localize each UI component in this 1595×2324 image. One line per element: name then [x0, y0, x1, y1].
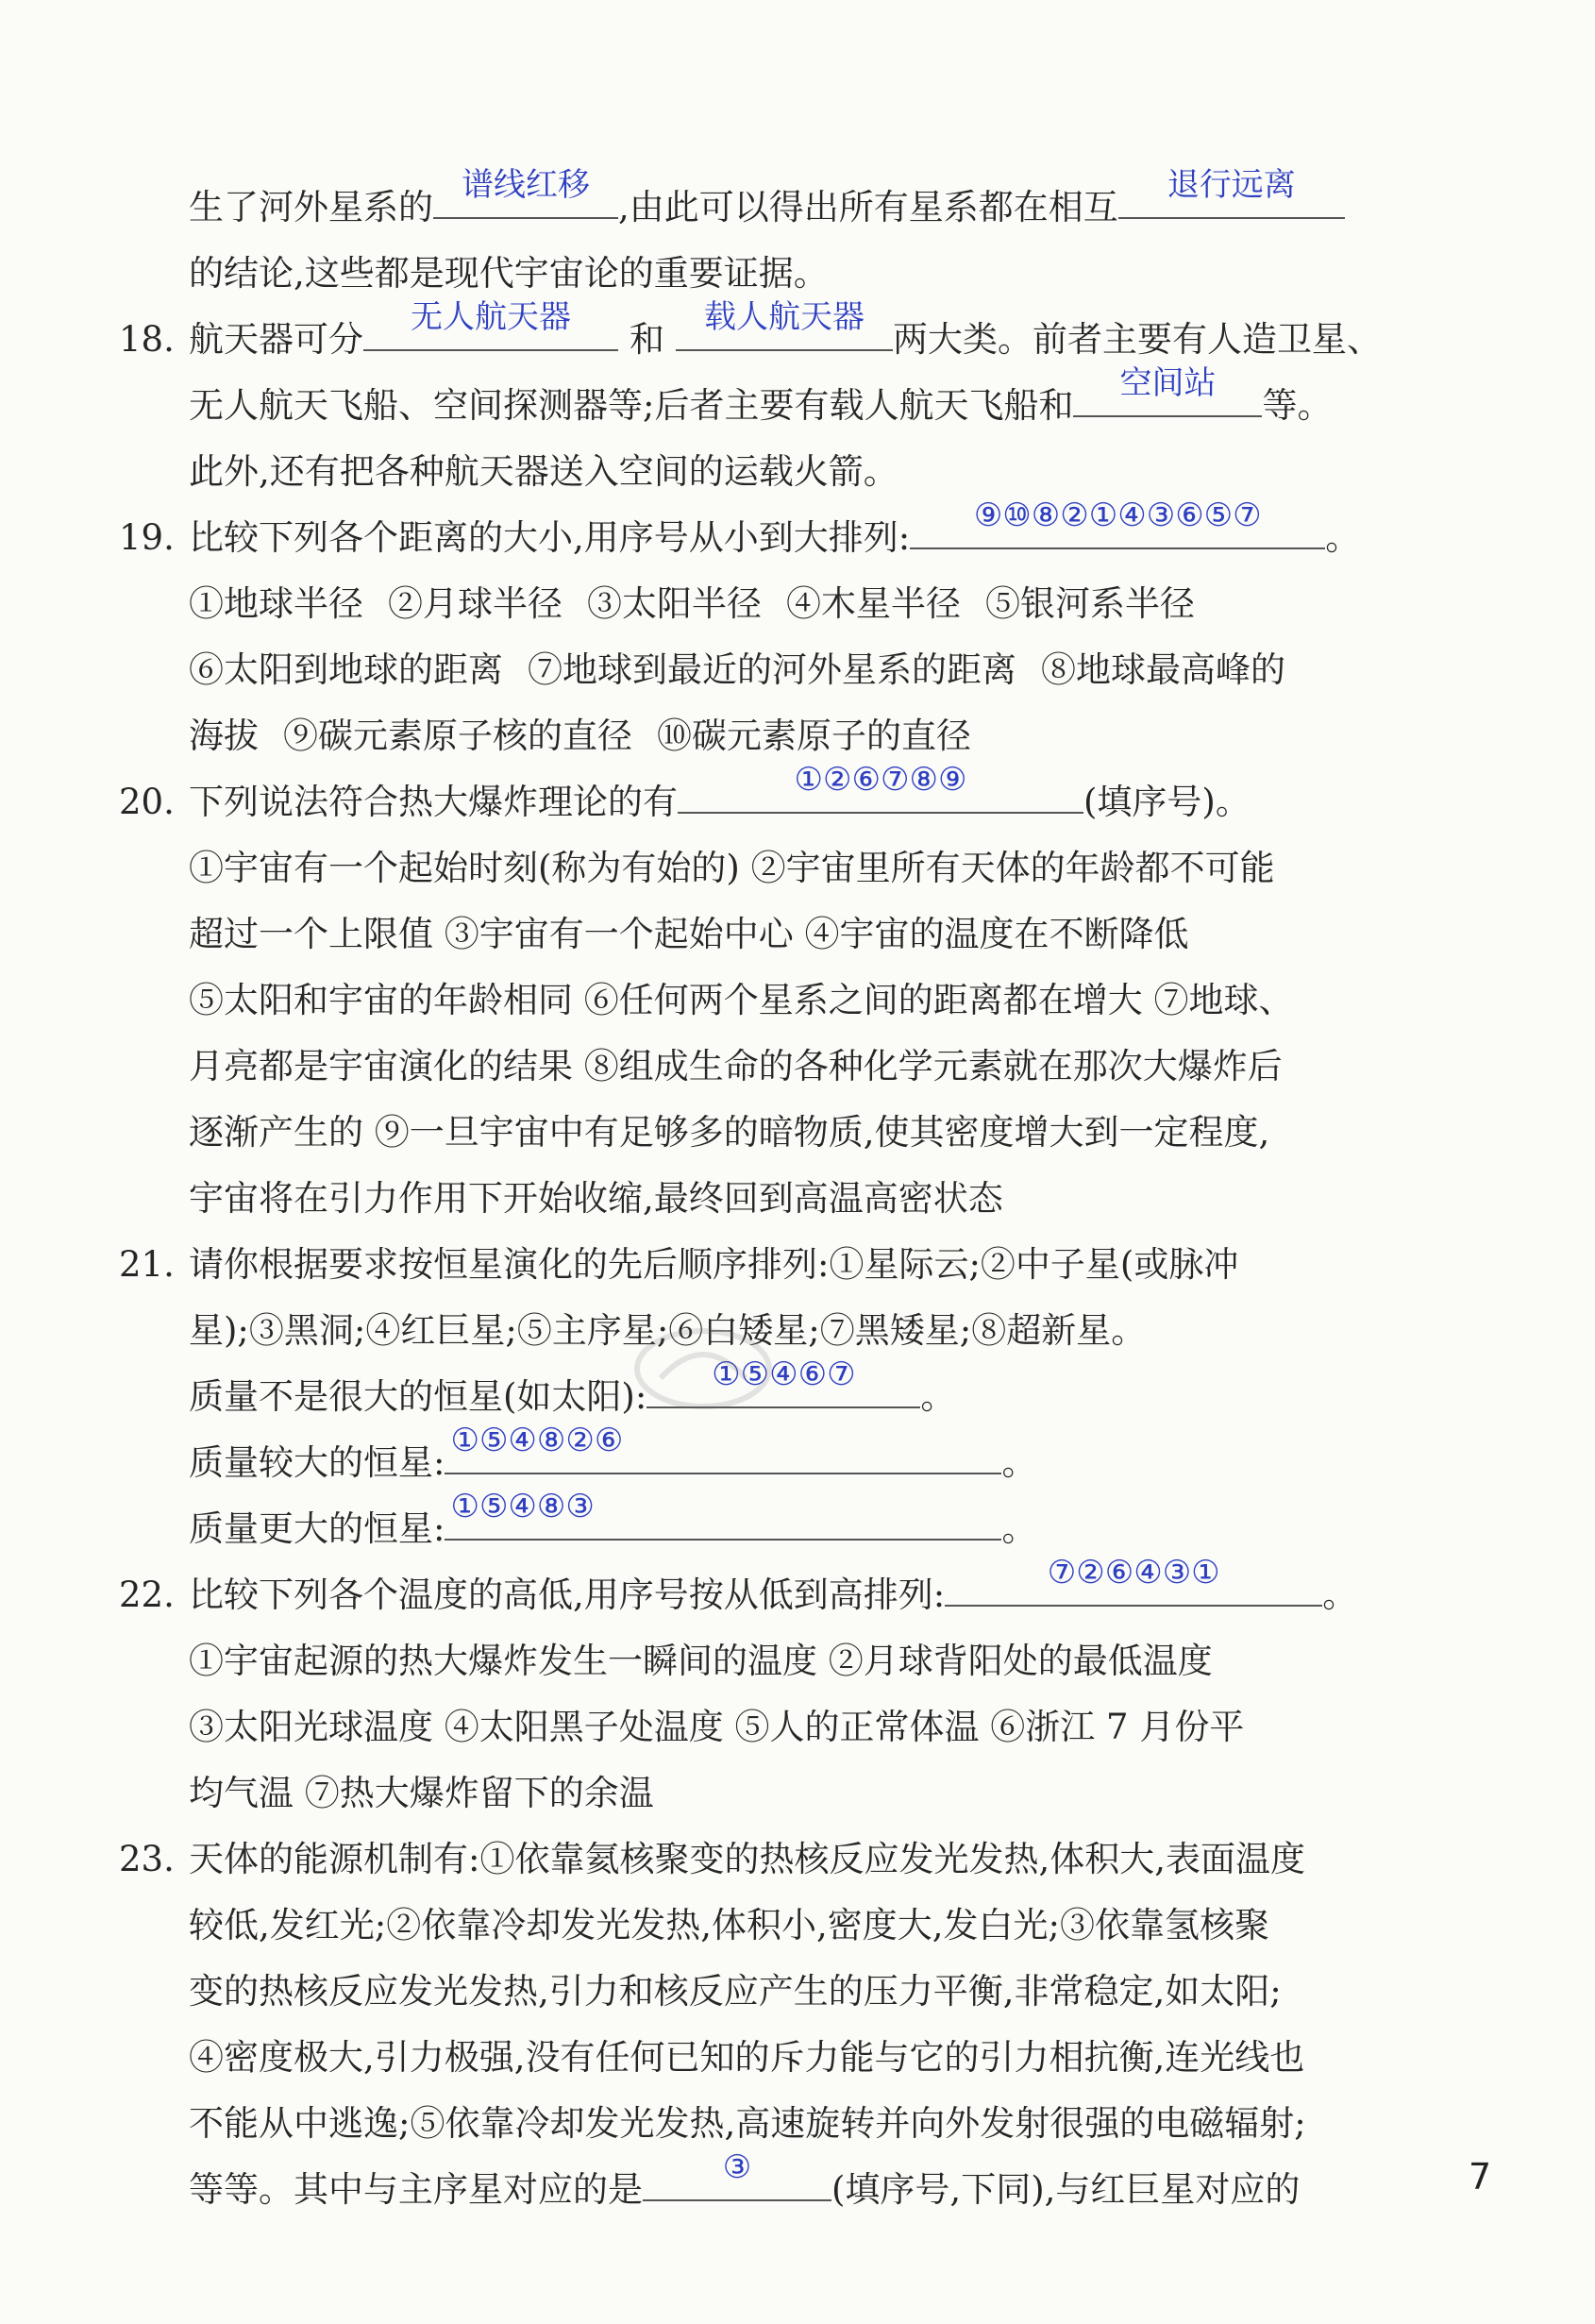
- text: 两大类。前者主要有人造卫星、: [893, 319, 1382, 360]
- q23-line-5: 不能从中逃逸;⑤依靠冷却发光发热,高速旋转并向外发射很强的电磁辐射;: [189, 2103, 1306, 2144]
- answer-blank: [945, 1554, 1322, 1607]
- text: 无人航天飞船、空间探测器等;后者主要有载人航天飞船和: [189, 385, 1074, 426]
- text: 比较下列各个温度的高低,用序号按从低到高排列:: [189, 1575, 946, 1615]
- q20-line-6: 逐渐产生的 ⑨一旦宇宙中有足够多的暗物质,使其密度增大到一定程度,: [189, 1112, 1270, 1153]
- handwritten-answer: 空间站: [1119, 364, 1217, 402]
- handwritten-answer: ⑦②⑥④③①: [1047, 1554, 1220, 1591]
- text: 。: [1325, 517, 1361, 558]
- handwritten-answer: ⑨⑩⑧②①④③⑥⑤⑦: [973, 497, 1262, 534]
- text: 质量不是很大的恒星(如太阳):: [189, 1376, 647, 1417]
- handwritten-answer: ③: [722, 2148, 752, 2186]
- q22-line-1: [189, 1554, 1425, 1628]
- text: 。: [1001, 1442, 1037, 1483]
- text: 等等。其中与主序星对应的是: [189, 2169, 643, 2210]
- q22-line-2: ①宇宙起源的热大爆炸发生一瞬间的温度 ②月球背阳处的最低温度: [189, 1641, 1213, 1681]
- q23-line-1: 天体的能源机制有:①依靠氦核聚变的热核反应发光发热,体积大,表面温度: [189, 1839, 1305, 1879]
- text: 质量较大的恒星:: [189, 1442, 445, 1483]
- q23-line-2: 较低,发红光;②依靠冷却发光发热,体积小,密度大,发白光;③依靠氢核聚: [189, 1905, 1269, 1945]
- option: ②月球半径: [388, 583, 562, 624]
- option: ⑤银河系半径: [985, 583, 1195, 624]
- answer-blank: [445, 1488, 1001, 1541]
- q21-line-2: 星);③黑洞;④红巨星;⑤主序星;⑥白矮星;⑦黑矮星;⑧超新星。: [189, 1310, 1147, 1351]
- option: ④木星半径: [786, 583, 961, 624]
- q19-line-1: [189, 497, 1425, 571]
- text: 。: [920, 1376, 956, 1417]
- handwritten-answer: 载人航天器: [704, 298, 865, 336]
- q20-line-2: ①宇宙有一个起始时刻(称为有始的) ②宇宙里所有天体的年龄都不可能: [189, 848, 1275, 888]
- q18-line-2: [189, 364, 1425, 439]
- option: ③太阳半径: [587, 583, 762, 624]
- option: ⑦地球到最近的河外星系的距离: [528, 649, 1016, 690]
- q20-line-1: [189, 761, 1425, 835]
- q21-part-3: [189, 1488, 1425, 1562]
- option: ⑧地球最高峰的: [1041, 649, 1285, 690]
- text: 下列说法符合热大爆炸理论的有: [189, 782, 678, 822]
- q19-options-1: [189, 571, 1425, 637]
- answer-blank: [676, 298, 893, 351]
- question-number: 18.: [119, 319, 175, 360]
- text: 航天器可分: [189, 319, 363, 360]
- answer-blank: [1073, 364, 1262, 417]
- answer-blank: [363, 298, 618, 351]
- option: ⑩碳元素原子的直径: [657, 716, 971, 756]
- option: ①地球半径: [189, 583, 363, 624]
- answer-blank: [433, 166, 618, 219]
- handwritten-answer: 退行远离: [1167, 166, 1296, 204]
- q20-line-3: 超过一个上限值 ③宇宙有一个起始中心 ④宇宙的温度在不断降低: [189, 914, 1189, 954]
- q20-line-5: 月亮都是宇宙演化的结果 ⑧组成生命的各种化学元素就在那次大爆炸后: [189, 1046, 1283, 1086]
- page-number: 7: [1469, 2156, 1492, 2198]
- handwritten-answer: 无人航天器: [411, 298, 571, 336]
- option: ⑥太阳到地球的距离: [189, 649, 503, 690]
- q18-line-3: 此外,还有把各种航天器送入空间的运载火箭。: [189, 451, 898, 492]
- q18-line-1: [189, 298, 1425, 373]
- q23-line-3: 变的热核反应发光发热,引力和核反应产生的压力平衡,非常稳定,如太阳;: [189, 1971, 1282, 2012]
- q20-line-4: ⑤太阳和宇宙的年龄相同 ⑥任何两个星系之间的距离都在增大 ⑦地球、: [189, 980, 1294, 1020]
- text: (填序号,下同),与红巨星对应的: [831, 2169, 1301, 2210]
- q22-line-3: ③太阳光球温度 ④太阳黑子处温度 ⑤人的正常体温 ⑥浙江 7 月份平: [189, 1707, 1245, 1747]
- q21-line-1: 请你根据要求按恒星演化的先后顺序排列:①星际云;②中子星(或脉冲: [189, 1244, 1239, 1285]
- answer-blank: [1118, 166, 1345, 219]
- text: 等。: [1262, 385, 1333, 426]
- q20-line-7: 宇宙将在引力作用下开始收缩,最终回到高温高密状态: [189, 1178, 1003, 1219]
- text: 。: [1322, 1575, 1358, 1615]
- q22-line-4: 均气温 ⑦热大爆炸留下的余温: [189, 1773, 654, 1813]
- handwritten-answer: ①②⑥⑦⑧⑨: [794, 761, 967, 799]
- answer-blank: [445, 1422, 1001, 1474]
- option: 海拔: [189, 716, 259, 756]
- answer-blank: [910, 497, 1325, 549]
- question-number: 20.: [119, 782, 175, 822]
- q21-part-1: [189, 1356, 1425, 1430]
- handwritten-answer: 谱线红移: [462, 166, 590, 204]
- question-number: 19.: [119, 517, 175, 558]
- handwritten-answer: ①⑤④⑧③: [450, 1488, 595, 1525]
- text: 和: [630, 319, 664, 360]
- text: 比较下列各个距离的大小,用序号从小到大排列:: [189, 517, 911, 558]
- text: 生了河外星系的: [189, 187, 433, 227]
- question-number: 21.: [119, 1244, 175, 1285]
- text: 。: [1001, 1508, 1037, 1549]
- option: ⑨碳元素原子核的直径: [283, 716, 632, 756]
- answer-blank: [643, 2148, 831, 2201]
- q23-line-4: ④密度极大,引力极强,没有任何已知的斥力能与它的引力相抗衡,连光线也: [189, 2037, 1305, 2078]
- q23-line-6: [189, 2148, 1425, 2223]
- q19-options-2: [189, 637, 1425, 703]
- watermark-logo: [632, 1322, 774, 1416]
- question-number: 23.: [119, 1839, 175, 1879]
- text: 质量更大的恒星:: [189, 1508, 445, 1549]
- handwritten-answer: ①⑤④⑥⑦: [712, 1356, 856, 1393]
- answer-blank: [678, 761, 1083, 814]
- text: ,由此可以得出所有星系都在相互: [618, 187, 1118, 227]
- question-number: 22.: [119, 1575, 175, 1615]
- text: (填序号)。: [1083, 782, 1251, 822]
- q19-options-3: [189, 703, 1425, 769]
- q17-line-2: 的结论,这些都是现代宇宙论的重要证据。: [189, 253, 829, 294]
- q21-part-2: [189, 1422, 1425, 1496]
- q17-line-1: [189, 166, 1425, 241]
- handwritten-answer: ①⑤④⑧②⑥: [450, 1422, 624, 1459]
